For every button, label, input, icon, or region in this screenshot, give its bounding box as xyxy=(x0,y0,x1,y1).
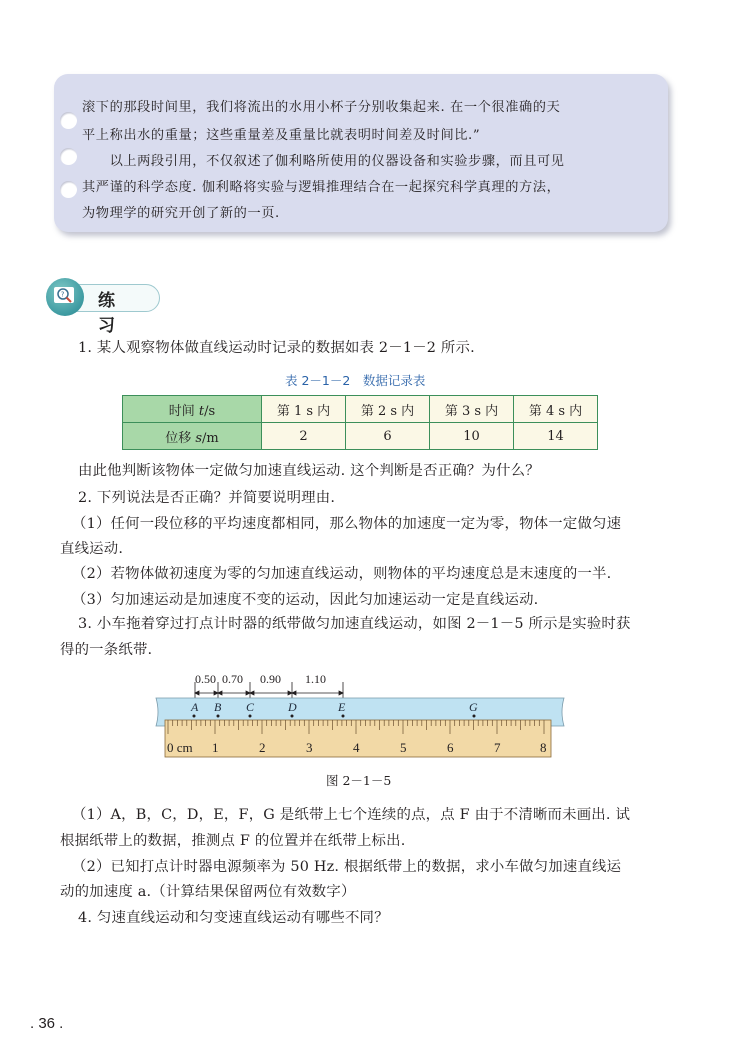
svg-text:1: 1 xyxy=(212,740,219,755)
page-number: . 36 . xyxy=(30,1015,64,1032)
binder-ring-icon xyxy=(60,148,77,165)
svg-text:0.70: 0.70 xyxy=(222,672,243,686)
question-2-item: （1）任何一段位移的平均速度都相同，那么物体的加速度一定为零，物体一定做匀速 xyxy=(72,516,622,532)
question-1-followup: 由此他判断该物体一定做匀加速直线运动. 这个判断是否正确？为什么？ xyxy=(78,463,540,479)
quote-line: 以上两段引用，不仅叙述了伽利略所使用的仪器设备和实验步骤，而且可见 xyxy=(82,154,565,169)
svg-text:B: B xyxy=(214,700,222,714)
svg-text:0.90: 0.90 xyxy=(260,672,281,686)
svg-text:7: 7 xyxy=(494,740,501,755)
binder-ring-icon xyxy=(60,181,77,198)
table-cell: 第 4 s 内 xyxy=(514,396,598,423)
magnifier-question-icon xyxy=(46,278,84,316)
quote-line: 其严谨的科学态度. 伽利略将实验与逻辑推理结合在一起探究科学真理的方法， xyxy=(82,180,561,195)
binder-ring-icon xyxy=(60,112,77,129)
question-1: 1. 某人观察物体做直线运动时记录的数据如表 2－1－2 所示. xyxy=(78,340,475,356)
figure-caption: 图 2－1－5 xyxy=(326,773,392,788)
question-2-item: （2）若物体做初速度为零的匀加速直线运动，则物体的平均速度总是末速度的一半. xyxy=(72,566,612,582)
quote-line: 为物理学的研究开创了新的一页. xyxy=(82,206,280,221)
svg-text:8: 8 xyxy=(540,740,547,755)
question-2: 2. 下列说法是否正确？并简要说明理由. xyxy=(78,490,336,506)
table-caption: 表 2－1－2 数据记录表 xyxy=(285,373,426,388)
tape-ruler-figure xyxy=(150,668,570,763)
question-2-item: （3）匀加速运动是加速度不变的运动，因此匀加速运动一定是直线运动. xyxy=(72,592,539,608)
quote-line: 平上称出水的重量；这些重量差及重量比就表明时间差及时间比.” xyxy=(82,128,481,143)
exercise-header xyxy=(46,278,160,336)
table-cell: 第 3 s 内 xyxy=(430,396,514,423)
quote-line: 滚下的那段时间里，我们将流出的水用小杯子分别收集起来. 在一个很准确的天 xyxy=(82,100,561,115)
svg-text:0.50: 0.50 xyxy=(195,672,216,686)
table-row xyxy=(123,423,598,450)
table-cell: 10 xyxy=(430,423,514,450)
question-3-sub1: 根据纸带上的数据，推测点 F 的位置并在纸带上标出. xyxy=(60,833,406,849)
question-3-sub1: （1）A，B，C，D，E，F，G 是纸带上七个连续的点，点 F 由于不清晰而未画出. 试 xyxy=(72,807,631,823)
svg-text:5: 5 xyxy=(400,740,407,755)
row-header-time: 时间 t/s xyxy=(123,396,262,423)
quote-box xyxy=(54,74,668,232)
data-table xyxy=(122,395,598,450)
svg-text:3: 3 xyxy=(306,740,313,755)
svg-text:G: G xyxy=(469,700,478,714)
question-3-sub2: 动的加速度 a.（计算结果保留两位有效数字） xyxy=(60,884,356,900)
svg-text:?: ? xyxy=(60,290,65,299)
svg-text:4: 4 xyxy=(353,740,360,755)
svg-text:0 cm: 0 cm xyxy=(167,740,193,755)
svg-text:D: D xyxy=(288,700,297,714)
svg-text:6: 6 xyxy=(447,740,454,755)
table-cell: 2 xyxy=(262,423,346,450)
svg-text:E: E xyxy=(338,700,346,714)
svg-text:A: A xyxy=(191,700,199,714)
question-2-item: 直线运动. xyxy=(60,541,124,557)
row-header-displacement: 位移 s/m xyxy=(123,423,262,450)
question-3: 得的一条纸带. xyxy=(60,642,153,658)
table-cell: 6 xyxy=(346,423,430,450)
table-cell: 第 1 s 内 xyxy=(262,396,346,423)
question-3-sub2: （2）已知打点计时器电源频率为 50 Hz. 根据纸带上的数据，求小车做匀加速直线运 xyxy=(72,859,622,875)
svg-text:2: 2 xyxy=(259,740,266,755)
svg-text:C: C xyxy=(246,700,255,714)
exercise-title: 练 习 xyxy=(98,291,125,336)
question-3: 3. 小车拖着穿过打点计时器的纸带做匀加速直线运动，如图 2－1－5 所示是实验时获 xyxy=(78,616,631,632)
interval-labels xyxy=(195,672,326,686)
table-cell: 第 2 s 内 xyxy=(346,396,430,423)
table-row xyxy=(123,396,598,423)
svg-text:1.10: 1.10 xyxy=(305,672,326,686)
table-cell: 14 xyxy=(514,423,598,450)
question-4: 4. 匀速直线运动和匀变速直线运动有哪些不同？ xyxy=(78,910,389,926)
